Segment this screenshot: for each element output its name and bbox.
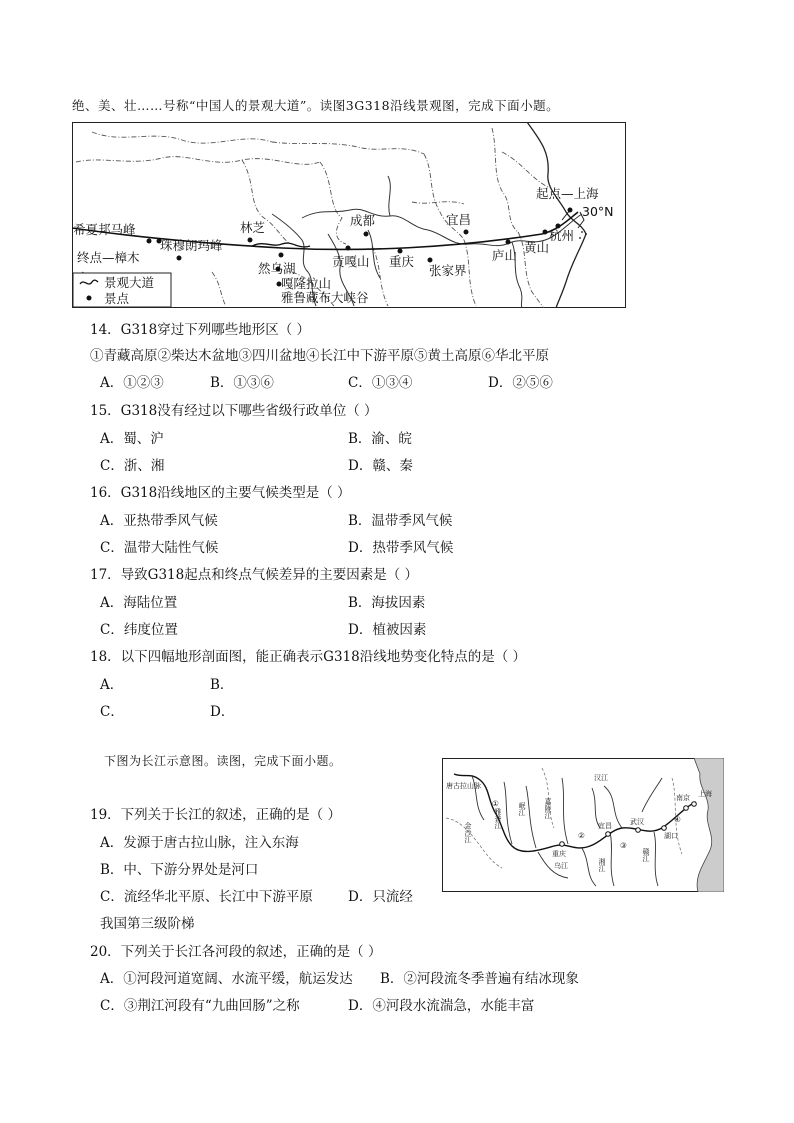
q18-option-c[interactable]: C． [100, 704, 124, 720]
city-chongqing [560, 842, 565, 847]
q15-option-c[interactable]: C．浙、湘 [100, 458, 165, 474]
section-4: ④ [674, 815, 681, 824]
q16-stem: 16．G318沿线地区的主要气候类型是（ ） [90, 485, 351, 501]
q17-option-c[interactable]: C．纬度位置 [100, 622, 178, 638]
q19-option-b[interactable]: B．中、下游分界处是河口 [100, 862, 259, 878]
q14-option-d[interactable]: D．②⑤⑥ [488, 375, 553, 391]
label-jialing: 嘉陵江 [544, 798, 552, 819]
label-ranwu: 然乌湖 [258, 261, 296, 276]
spot-yichang [464, 230, 469, 235]
label-hukou: 湖口 [664, 832, 678, 840]
q20-option-a[interactable]: A．①河段河道宽阔、水流平缓，航运发达 [100, 971, 353, 987]
city-hukou [662, 826, 667, 831]
spot-lushan [506, 240, 511, 245]
q14-stem: 14．G318穿过下列哪些地形区（ ） [90, 322, 311, 338]
label-yichang-2: 宜昌 [598, 822, 612, 830]
g318-route-map [72, 122, 626, 308]
q20-option-c[interactable]: C．③荆江河段有“九曲回肠”之称 [100, 998, 300, 1014]
q20-stem: 20．下列关于长江各河段的叙述，正确的是（ ） [90, 944, 382, 960]
spot-xixia [147, 239, 152, 244]
spot-end [177, 256, 182, 261]
label-zhumu: 珠穆朗玛峰 [160, 238, 223, 253]
legend-spot-symbol [87, 296, 92, 301]
section-3: ③ [620, 841, 627, 850]
label-shanghai: 上海 [698, 790, 712, 798]
label-yarlung: 雅鲁藏布大峡谷 [281, 290, 369, 305]
q15-option-d[interactable]: D．赣、秦 [348, 458, 413, 474]
q16-option-d[interactable]: D．热带季风气候 [348, 540, 454, 556]
intro2-text: 下图为长江示意图。读图，完成下面小题。 [104, 754, 342, 768]
q16-option-c[interactable]: C．温带大陆性气候 [100, 540, 219, 556]
label-linzhi: 林芝 [240, 220, 266, 235]
section-2: ② [578, 831, 585, 840]
label-nanjing: 南京 [676, 794, 690, 802]
label-min: 岷江 [518, 802, 526, 816]
spot-chongqing [398, 249, 403, 254]
q19-option-d-cont: 我国第三级阶梯 [100, 916, 195, 932]
q17-option-b[interactable]: B．海拔因素 [348, 595, 426, 611]
city-wuhan [636, 828, 641, 833]
q15-stem: 15．G318没有经过以下哪些省级行政单位（ ） [90, 403, 378, 419]
q20-option-d[interactable]: D．④河段水流湍急，水能丰富 [348, 998, 535, 1014]
spot-linzhi [248, 238, 253, 243]
label-xiang: 湘江 [598, 858, 606, 872]
q17-stem: 17．导致G318起点和终点气候差异的主要因素是（ ） [90, 567, 419, 583]
spot-shanghai [568, 208, 573, 213]
q16-option-b[interactable]: B．温带季风气候 [348, 513, 453, 529]
q18-option-a[interactable]: A． [100, 677, 124, 693]
spot-chengdu [364, 232, 369, 237]
q19-option-c[interactable]: C．流经华北平原、长江中下游平原 [100, 889, 313, 905]
label-chengdu: 成都 [350, 213, 376, 228]
q14-option-a[interactable]: A．①②③ [100, 375, 164, 391]
q14-choices: ①青藏高原②柴达木盆地③四川盆地④长江中下游平原⑤黄土高原⑥华北平原 [90, 348, 549, 364]
label-chongqing: 重庆 [389, 254, 415, 269]
spot-gongga [346, 246, 351, 251]
yangtze-map [442, 758, 724, 892]
label-hangzhou: 杭州 [549, 228, 575, 243]
intro-text: 绝、美、壮……号称“中国人的景观大道”。读图3G318沿线景观图，完成下面小题。 [72, 98, 560, 113]
spot-huangshan [543, 230, 548, 235]
legend-spot-label: 景点 [104, 291, 130, 306]
q19-option-a[interactable]: A．发源于唐古拉山脉，注入东海 [100, 835, 299, 851]
section-1: ① [492, 799, 499, 808]
label-xixia: 希夏邦马峰 [73, 222, 136, 237]
spot-ranwu [279, 253, 284, 258]
label-start: 起点—上海 [536, 186, 599, 201]
label-huangshan: 黄山 [524, 240, 550, 255]
label-gongga: 贡嘎山 [332, 254, 370, 269]
q18-option-b[interactable]: B． [210, 677, 234, 693]
svg-text:金沙江: 金沙江 [464, 822, 472, 843]
label-yichang: 宜昌 [446, 212, 472, 227]
q14-option-c[interactable]: C．①③④ [348, 375, 413, 391]
city-shanghai [692, 802, 697, 807]
q20-option-b[interactable]: B．②河段流冬季普遍有结冰现象 [380, 971, 579, 987]
label-chongqing-2: 重庆 [552, 850, 566, 858]
label-wu: 乌江 [554, 862, 568, 870]
label-lushan: 庐山 [492, 248, 518, 263]
legend-road-label: 景观大道 [104, 275, 155, 290]
city-nanjing [684, 806, 689, 811]
label-han: 汉江 [594, 774, 608, 782]
q16-option-a[interactable]: A．亚热带季风气候 [100, 513, 218, 529]
q18-stem: 18．以下四幅地形剖面图，能正确表示G318沿线地势变化特点的是（ ） [90, 649, 527, 665]
label-galong: 嘎隆拉山 [281, 276, 332, 291]
q19-option-d[interactable]: D．只流经 [348, 889, 413, 905]
q19-stem: 19．下列关于长江的叙述，正确的是（ ） [90, 807, 341, 823]
label-gan: 赣江 [642, 848, 650, 862]
label-end: 终点—樟木 [77, 250, 140, 265]
city-yichang [606, 832, 611, 837]
map-legend [73, 273, 171, 307]
q15-option-a[interactable]: A．蜀、沪 [100, 431, 164, 447]
label-wuhan: 武汉 [630, 818, 644, 826]
q15-option-b[interactable]: B．渝、皖 [348, 431, 412, 447]
label-yalong: 雅砻江 [494, 808, 502, 829]
q17-option-a[interactable]: A．海陆位置 [100, 595, 178, 611]
label-tanggula: 唐古拉山脉 [446, 782, 481, 790]
spot-zhangjiajie [428, 258, 433, 263]
label-jinsha [464, 821, 473, 844]
q17-option-d[interactable]: D．植被因素 [348, 622, 427, 638]
label-lat: 30°N [582, 204, 614, 219]
label-zhangjiajie: 张家界 [429, 263, 467, 278]
q18-option-d[interactable]: D． [210, 704, 235, 720]
q14-option-b[interactable]: B．①③⑥ [210, 375, 274, 391]
